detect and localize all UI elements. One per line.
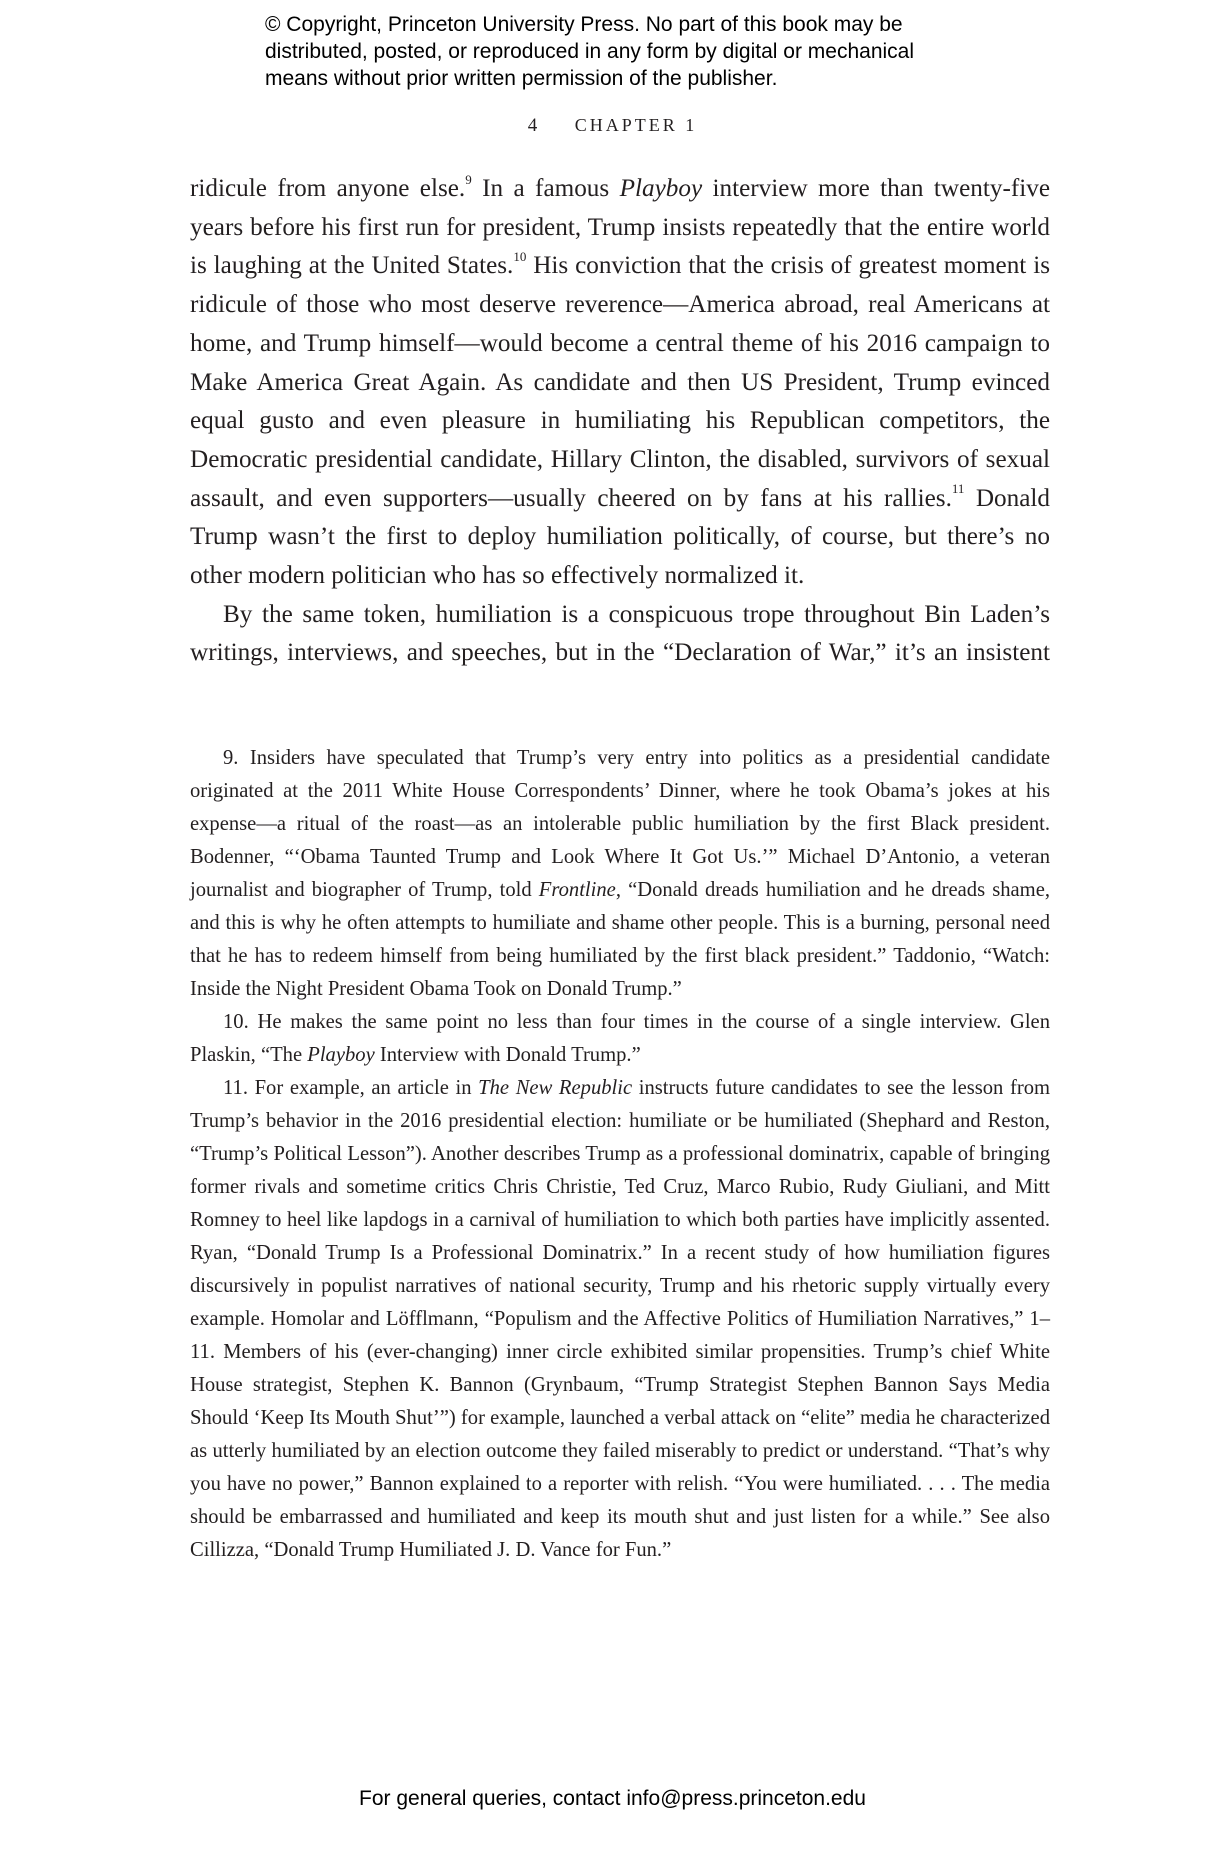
footnote-ref-9[interactable]: 9 [465,171,472,187]
footnote-text: Interview with Donald Trump.” [374,1044,641,1066]
body-text-span: In a famous [471,175,620,202]
copyright-line-1: © Copyright, Princeton University Press. No part of this book may be [265,13,903,36]
copyright-line-2: distributed, posted, or reproduced in any form by digital or mechanical [265,40,915,63]
italic-title-playboy: Playboy [619,175,703,202]
footnote-text: 9. Insiders have speculated that Trump’s very entry into politics as a presidential candidate originated at the 2011 White House Correspondents’ Dinner, where he took Obama’s jokes at his expense—a ritual of the roast—as an intolerable public humiliation by the first Black president. Bodenner, “‘Obama Taunted Trump and Look Where It Got Us.’” Michael D’Antonio, a veteran journalist and biographer of Trump, told [190,747,1050,901]
footnotes [190,742,1050,1567]
copyright-line-3: means without prior written permission of the publisher. [265,67,778,90]
italic-title-new-republic: The New Republic [478,1077,633,1099]
footnote-text: 11. For example, an article in [223,1077,479,1099]
footnote-ref-11[interactable]: 11 [951,481,965,497]
copyright-notice [265,11,1025,92]
page-number: 4 [527,115,538,136]
footnote-text: 10. He makes the same point no less than four times in the course of a single interview. Glen Plaskin, “The [190,1011,1050,1066]
body-paragraph-2: By the same token, humiliation is a conspicuous trope throughout Bin Laden’s writings, interviews, and speeches, but in the “Declaration of War,” it’s an insistent [190,600,1050,667]
running-head [0,115,1225,137]
body-paragraph-1 [190,170,1050,596]
footnote-text: instructs future candidates to see the lesson from Trump’s behavior in the 2016 presidential election: humiliate or be humiliated (Shephard and Reston, “Trump’s Political Lesson”). Another describes Trump as a professional dominatrix, capable of bringing former rivals and sometime critics Chris Christie, Ted Cruz, Marco Rubio, Rudy Giuliani, and Mitt Romney to heel like lapdogs in a carnival of humiliation to which both parties have implicitly assented. Ryan, “Donald Trump Is a Professional Dominatrix.” In a recent study of how humiliation figures discursively in populist narratives of national security, Trump and his rhetoric supply virtually every example. Homolar and Löfflmann, “Populism and the Affective Politics of Humiliation Narratives,” 1–11. Members of his (ever-changing) inner circle exhibited similar propensities. Trump’s chief White House strategist, Stephen K. Bannon (Grynbaum, “Trump Strategist Stephen Bannon Says Media Should ‘Keep Its Mouth Shut’”) for example, launched a verbal attack on “elite” media he characterized as utterly humiliated by an election outcome they failed miserably to predict or understand. “That’s why you have no power,” Bannon explained to a reporter with relish. “You were humiliated. . . . The media should be embarrassed and humiliated and keep its mouth shut and just listen for a while.” See also Cillizza, “Donald Trump Humiliated J. D. Vance for Fun.” [190,1077,1051,1561]
footnote-text: , “Donald dreads humiliation and he dreads shame, and this is why he often attempts to humiliate and shame other people. This is a burning, personal need that he has to redeem himself from being humiliated by the first black president.” Taddonio, “Watch: Inside the Night President Obama Took on Donald Trump.” [190,879,1050,1000]
footnote-9 [190,742,1050,1006]
contact-footer: For general queries, contact info@press.princeton.edu [359,1787,866,1810]
italic-title-playboy: Playboy [307,1044,375,1066]
body-text-span: interview more than twenty-five years before his first run for president, Trump insists repeatedly that the entire world is laughing at the United States. [190,175,1050,280]
body-text-span: ridicule from anyone else. [190,175,466,202]
footnote-ref-10[interactable]: 10 [513,249,527,265]
body-text [190,170,1050,673]
chapter-label: CHAPTER 1 [574,115,698,135]
body-text-span: His conviction that the crisis of greatest moment is ridicule of those who most deserve reverence—America abroad, real Americans at home, and Trump himself—would become a central theme of his 2016 campaign to Make America Great Again. As candidate and then US President, Trump evinced equal gusto and even pleasure in humiliating his Republican competitors, the Democratic presidential candidate, Hillary Clinton, the disabled, survivors of sexual assault, and even supporters—usually cheered on by fans at his rallies. [190,252,1050,512]
italic-title-frontline: Frontline [538,879,616,901]
footnote-10 [190,1006,1050,1072]
footnote-11 [190,1072,1050,1567]
body-text-span: Donald Trump wasn’t the first to deploy humiliation politically, of course, but there’s no other modern politician who has so effectively normalized it. [190,484,1050,590]
